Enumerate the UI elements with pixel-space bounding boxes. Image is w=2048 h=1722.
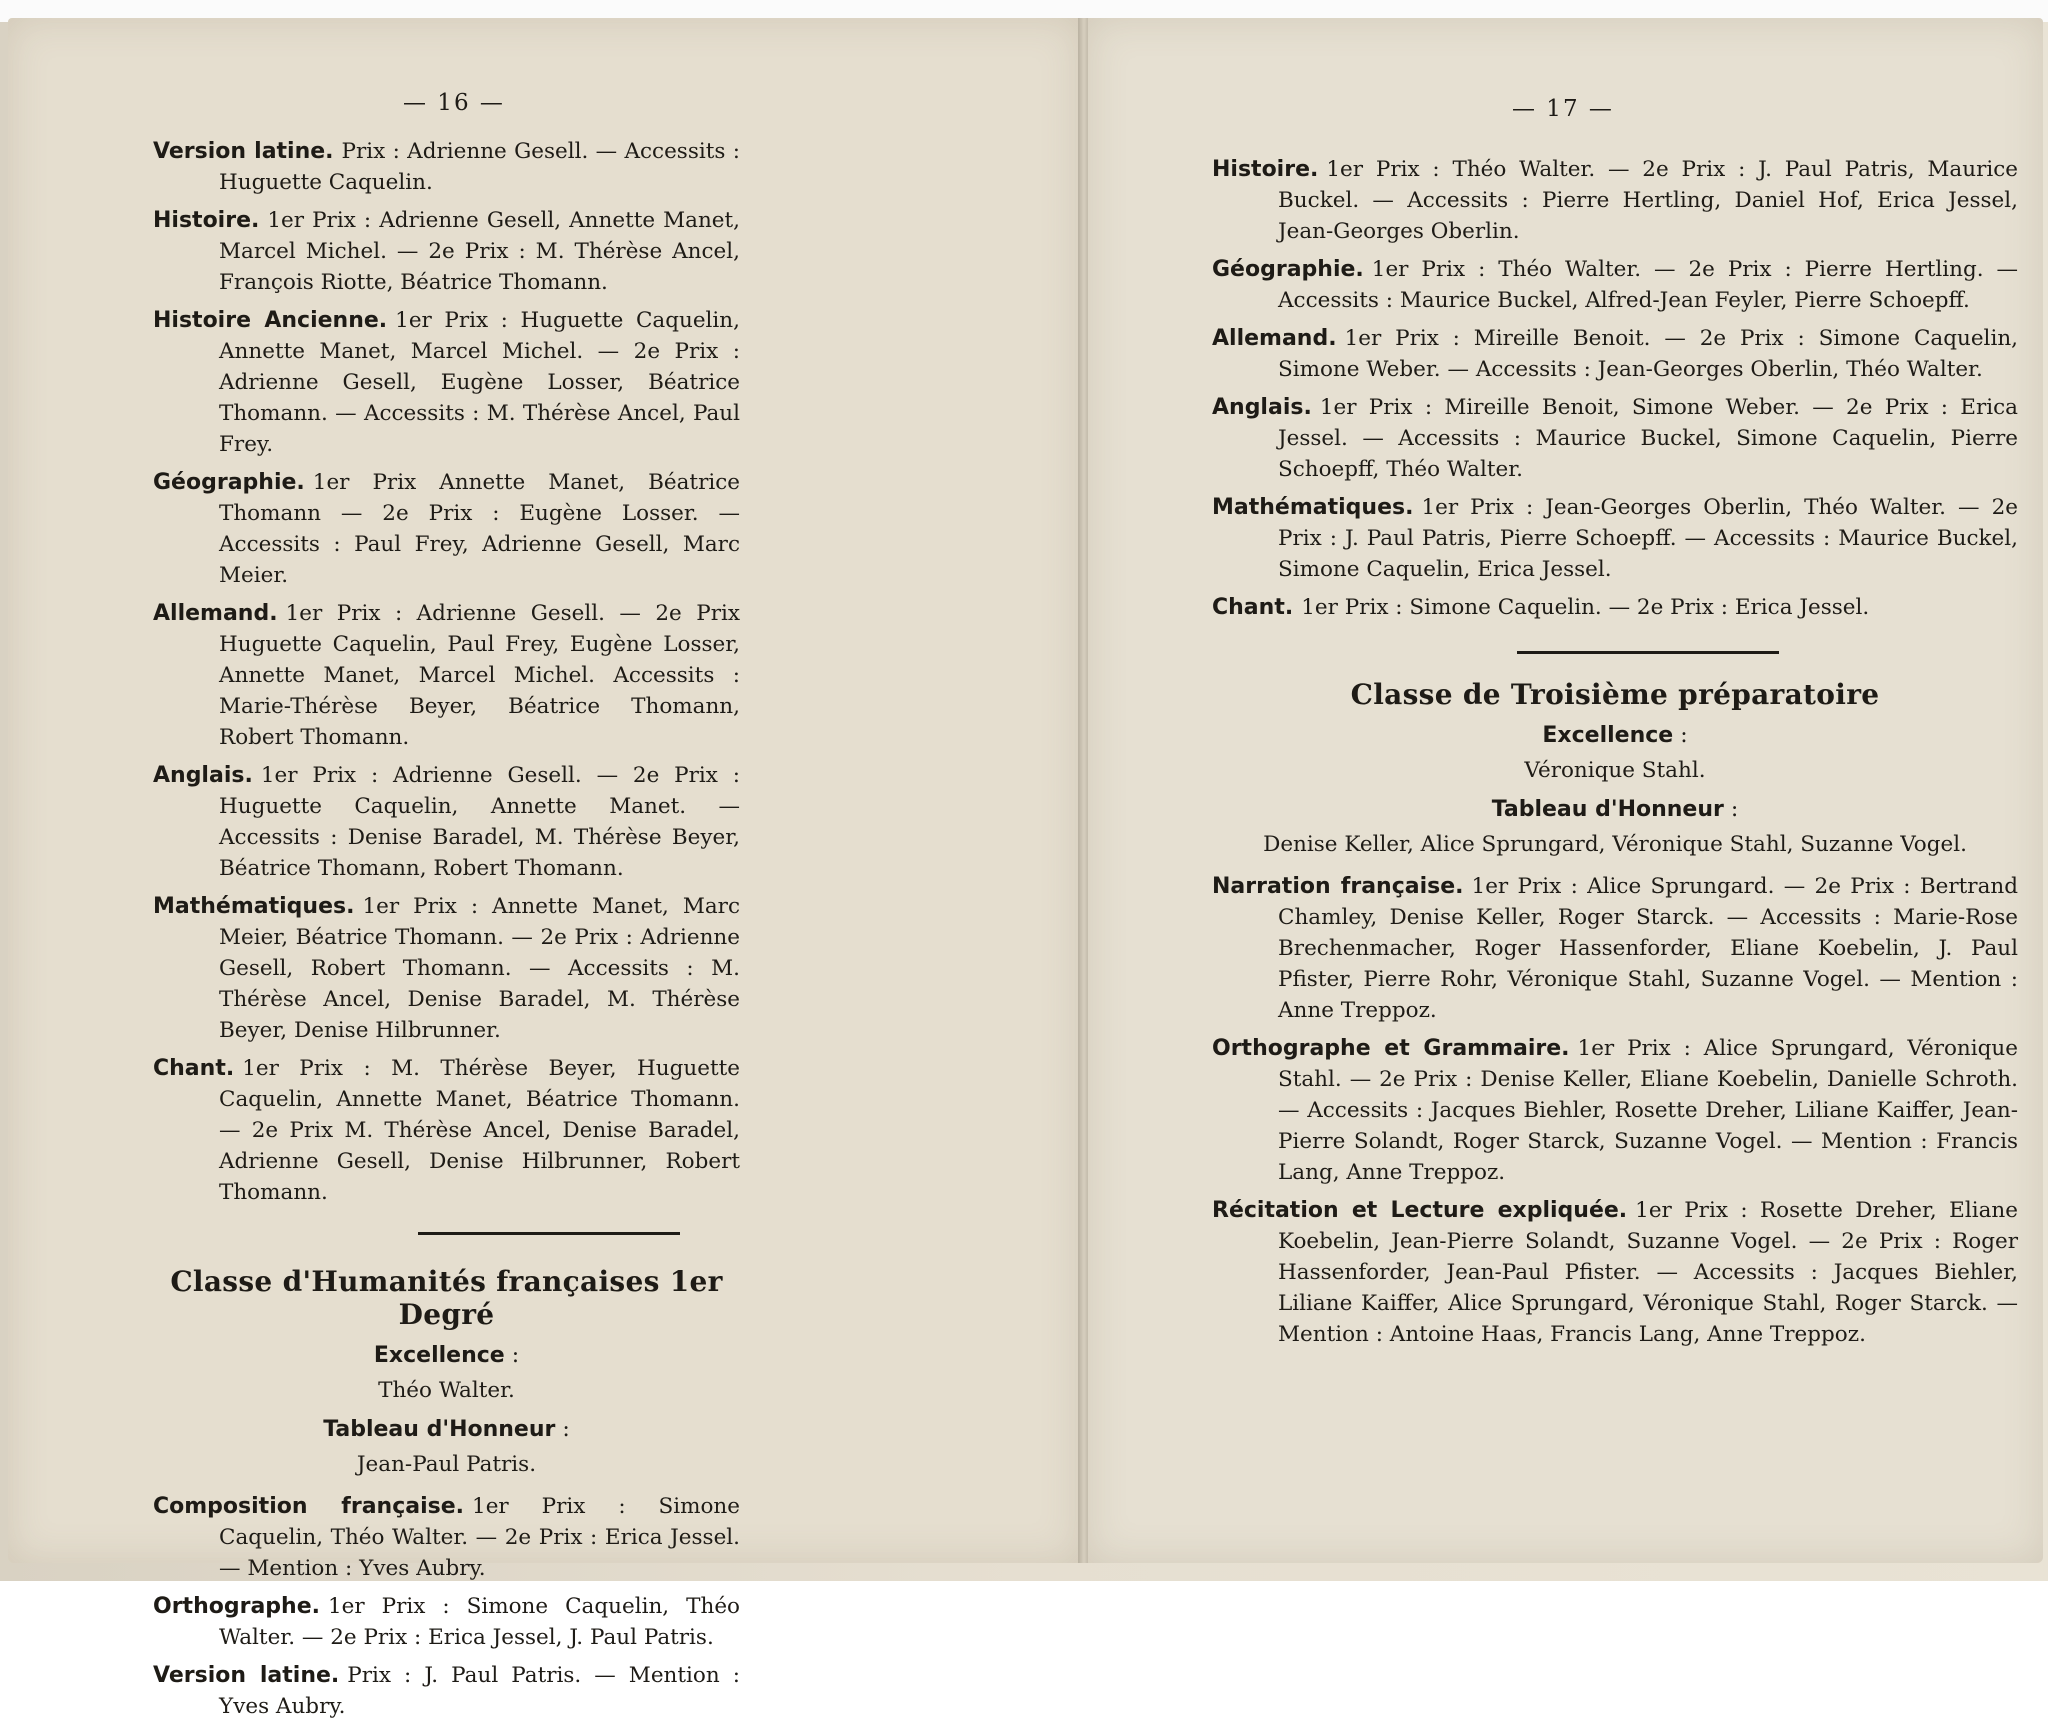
subject-label: Orthographe et Grammaire.: [1212, 1036, 1570, 1061]
subject-label: Anglais.: [1212, 395, 1312, 420]
prize-entry: [153, 1053, 740, 1208]
subject-label: Récitation et Lecture expliquée.: [1212, 1198, 1628, 1223]
subject-label: Composition française.: [153, 1494, 465, 1519]
subject-label: Histoire Ancienne.: [153, 308, 388, 333]
prize-entry: [1212, 1195, 2018, 1350]
subject-label: Anglais.: [153, 763, 253, 788]
prize-entry: [153, 1591, 740, 1653]
subject-label: Chant.: [1212, 595, 1294, 620]
subject-label: Mathématiques.: [153, 894, 355, 919]
subject-label: Narration française.: [1212, 874, 1464, 899]
subject-label: Histoire.: [153, 208, 260, 233]
prize-text: 1er Prix : Mireille Benoit. — 2e Prix : Simone Caquelin, Simone Weber. — Accessits : Jean-Georges Oberlin, Théo Walter.: [1278, 326, 2018, 382]
honneur-label: Tableau d'Honneur :: [323, 1417, 570, 1442]
prize-text: 1er Prix : M. Thérèse Beyer, Huguette Caquelin, Annette Manet, Béatrice Thomann. — 2e Prix M. Thérèse Ancel, Denise Baradel, Adrienne Gesell, Denise Hilbrunner, Robert Thomann.: [219, 1056, 740, 1205]
prize-entry: [1212, 592, 2018, 623]
prize-text: 1er Prix : Alice Sprungard, Véronique Stahl. — 2e Prix : Denise Keller, Eliane Koebelin, Danielle Schroth. — Accessits : Jacques Biehler, Rosette Dreher, Liliane Kaiffer, Jean-Pierre Solandt, Roger Starck, Suzanne Vogel. — Mention : Francis Lang, Anne Treppoz.: [1278, 1036, 2018, 1185]
prize-entry: [153, 136, 740, 198]
excellence-name: Théo Walter.: [378, 1378, 515, 1403]
subject-label: Version latine.: [153, 1663, 340, 1688]
prize-entry: [1212, 392, 2018, 485]
prize-text: 1er Prix : Adrienne Gesell. — 2e Prix Huguette Caquelin, Paul Frey, Eugène Losser, Annette Manet, Marcel Michel. Accessits : Marie-Thérèse Beyer, Béatrice Thomann, Robert Thomann.: [219, 601, 740, 750]
prize-text: 1er Prix : Simone Caquelin, Théo Walter. — 2e Prix : Erica Jessel. — Mention : Yves Aubry.: [219, 1494, 740, 1581]
prize-entry: [1212, 154, 2018, 247]
excellence-label: Excellence :: [373, 1343, 520, 1368]
page-16-content: [8, 18, 1080, 1719]
page-16: [8, 18, 1080, 1719]
prize-entry: [153, 760, 740, 884]
prize-text: 1er Prix : Théo Walter. — 2e Prix : J. Paul Patris, Maurice Buckel. — Accessits : Pierre Hertling, Daniel Hof, Erica Jessel, Jean-Georges Oberlin.: [1278, 157, 2018, 244]
prize-text: 1er Prix : Adrienne Gesell, Annette Manet, Marcel Michel. — 2e Prix : M. Thérèse Ancel, François Riotte, Béatrice Thomann.: [219, 208, 740, 295]
subject-label: Orthographe.: [153, 1594, 320, 1619]
subject-label: Chant.: [153, 1056, 235, 1081]
honneur-label: Tableau d'Honneur :: [1491, 797, 1739, 822]
page-number: — 16 —: [403, 90, 505, 116]
subject-label: Version latine.: [153, 139, 334, 164]
prize-entry: [1212, 871, 2018, 1026]
subject-label: Géographie.: [153, 470, 305, 495]
page-17-content: [1088, 18, 2043, 1563]
prize-text: Prix : Adrienne Gesell. — Accessits : Huguette Caquelin.: [219, 139, 740, 195]
prize-entry: [153, 1491, 740, 1584]
subject-label: Allemand.: [153, 601, 278, 626]
prize-text: 1er Prix : Théo Walter. — 2e Prix : Pierre Hertling. — Accessits : Maurice Buckel, Alfred-Jean Feyler, Pierre Schoepff.: [1278, 257, 2018, 313]
prize-text: 1er Prix : Annette Manet, Marc Meier, Béatrice Thomann. — 2e Prix : Adrienne Gesell, Robert Thomann. — Accessits : M. Thérèse Ancel, Denise Baradel, M. Thérèse Beyer, Denise Hilbrunner.: [219, 894, 740, 1043]
excellence-name: Véronique Stahl.: [1524, 758, 1706, 783]
prize-entry: [1212, 254, 2018, 316]
prize-text: 1er Prix Annette Manet, Béatrice Thomann — 2e Prix : Eugène Losser. — Accessits : Paul Frey, Adrienne Gesell, Marc Meier.: [219, 470, 740, 588]
prize-text: 1er Prix : Adrienne Gesell. — 2e Prix : Huguette Caquelin, Annette Manet. — Accessits : Denise Baradel, M. Thérèse Beyer, Béatrice Thomann, Robert Thomann.: [219, 763, 740, 881]
prize-entry: [153, 891, 740, 1046]
prize-text: 1er Prix : Simone Caquelin, Théo Walter. — 2e Prix : Erica Jessel, J. Paul Patris.: [219, 1594, 740, 1650]
page-17: [1088, 18, 2043, 1563]
prize-entry: [153, 1660, 740, 1722]
prize-entry: [153, 305, 740, 460]
prize-entry: [1212, 492, 2018, 585]
prize-text: 1er Prix : Simone Caquelin. — 2e Prix : Erica Jessel.: [1301, 595, 1870, 620]
excellence-label: Excellence :: [1542, 723, 1688, 748]
class-title: Classe de Troisième préparatoire: [1350, 678, 1880, 711]
prize-entry: [1212, 1033, 2018, 1188]
subject-label: Allemand.: [1212, 326, 1337, 351]
subject-label: Histoire.: [1212, 157, 1319, 182]
prize-text: 1er Prix : Mireille Benoit, Simone Weber. — 2e Prix : Erica Jessel. — Accessits : Maurice Buckel, Simone Caquelin, Pierre Schoepff, Théo Walter.: [1278, 395, 2018, 482]
section-divider: [418, 1232, 680, 1235]
prize-text: Prix : J. Paul Patris. — Mention : Yves Aubry.: [219, 1663, 740, 1719]
subject-label: Géographie.: [1212, 257, 1364, 282]
subject-label: Mathématiques.: [1212, 495, 1414, 520]
prize-text: 1er Prix : Jean-Georges Oberlin, Théo Walter. — 2e Prix : J. Paul Patris, Pierre Schoepff. — Accessits : Maurice Buckel, Simone Caquelin, Erica Jessel.: [1278, 495, 2018, 582]
page-number: — 17 —: [1512, 96, 1614, 122]
section-divider: [1517, 651, 1779, 654]
prize-entry: [153, 598, 740, 753]
prize-text: 1er Prix : Alice Sprungard. — 2e Prix : Bertrand Chamley, Denise Keller, Roger Starck. — Accessits : Marie-Rose Brechenmacher, Roger Hassenforder, Eliane Koebelin, J. Paul Pfister, Pierre Rohr, Véronique Stahl, Suzanne Vogel. — Mention : Anne Treppoz.: [1278, 874, 2018, 1023]
prize-text: 1er Prix : Huguette Caquelin, Annette Manet, Marcel Michel. — 2e Prix : Adrienne Gesell, Eugène Losser, Béatrice Thomann. — Accessits : M. Thérèse Ancel, Paul Frey.: [219, 308, 740, 457]
honneur-name: Denise Keller, Alice Sprungard, Véronique Stahl, Suzanne Vogel.: [1263, 832, 1967, 857]
class-title: Classe d'Humanités françaises 1er Degré: [170, 1265, 723, 1331]
honneur-name: Jean-Paul Patris.: [356, 1452, 537, 1477]
prize-entry: [153, 467, 740, 591]
prize-entry: [153, 205, 740, 298]
prize-entry: [1212, 323, 2018, 385]
prize-text: 1er Prix : Rosette Dreher, Eliane Koebelin, Jean-Pierre Solandt, Suzanne Vogel. — 2e Prix : Roger Hassenforder, Jean-Paul Pfister. — Accessits : Jacques Biehler, Liliane Kaiffer, Alice Sprungard, Véronique Stahl, Roger Starck. — Mention : Antoine Haas, Francis Lang, Anne Treppoz.: [1278, 1198, 2018, 1347]
